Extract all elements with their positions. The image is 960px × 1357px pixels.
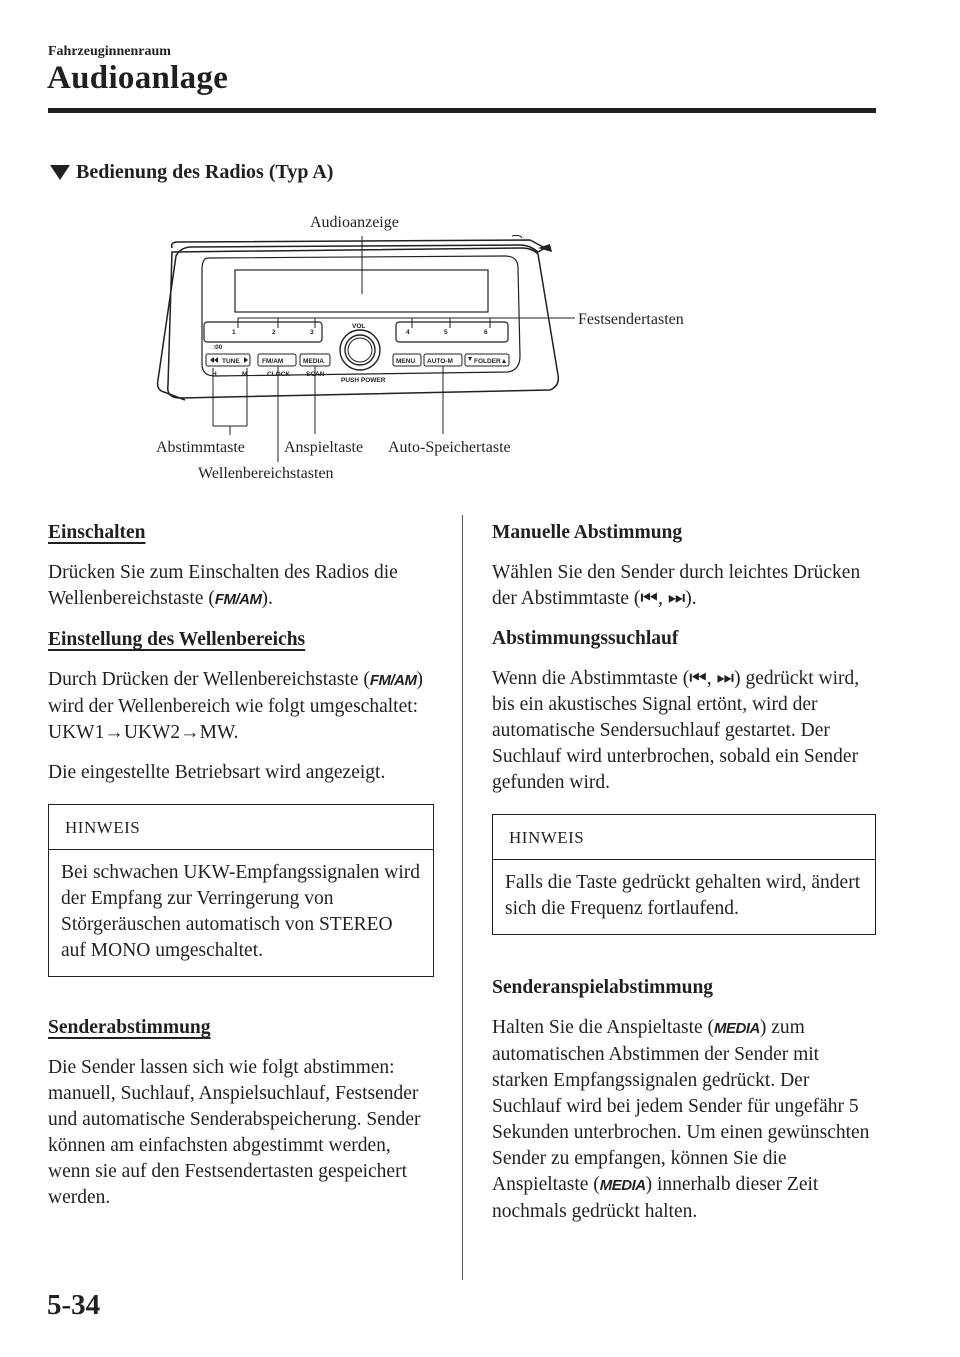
right-column bbox=[492, 520, 880, 1239]
manual-text-2: ). bbox=[685, 588, 697, 609]
manual-heading: Manuelle Abstimmung bbox=[492, 522, 683, 543]
seek-down-icon: ⏮ bbox=[640, 588, 658, 609]
scan-paragraph bbox=[492, 1015, 880, 1225]
callout-tune-button: Abstimmtaste bbox=[156, 439, 245, 456]
chapter-label: Fahrzeuginnenraum bbox=[48, 44, 171, 59]
manual-text-1: Wählen Sie den Sender durch leichtes Drücken der Abstimmtaste ( bbox=[492, 562, 861, 609]
preset-6-label: 6 bbox=[484, 329, 488, 336]
manual-paragraph: Wählen Sie den Sender durch leichtes Drücken der Abstimmtaste (⏮, ⏭). bbox=[492, 562, 861, 609]
preset-2-label: 2 bbox=[272, 329, 276, 336]
seek-text-1: Wenn die Abstimmtaste ( bbox=[492, 668, 690, 689]
band-text-1: Durch Drücken der Wellenbereichstaste ( bbox=[48, 669, 370, 690]
seek-heading: Abstimmungssuchlauf bbox=[492, 628, 679, 649]
left-column bbox=[48, 520, 436, 1225]
tuning-heading: Senderabstimmung bbox=[48, 1017, 211, 1038]
fm-am-button-glyph: FM/AM bbox=[214, 591, 262, 608]
tune-label: TUNE bbox=[222, 358, 240, 365]
band-text-2: ) wird der Wellenbereich wie folgt umgeschaltet: UKW1→UKW2→MW. bbox=[48, 669, 424, 743]
note-heading: HINWEIS bbox=[49, 805, 433, 850]
section-title: Bedienung des Radios (Typ A) bbox=[76, 161, 334, 183]
scan-text-3: ) innerhalb dieser Zeit nochmals gedrückt halten. bbox=[492, 1174, 819, 1222]
folder-label: FOLDER bbox=[474, 358, 501, 365]
callout-preset-buttons: Festsendertasten bbox=[578, 311, 684, 328]
band-heading: Einstellung des Wellenbereichs bbox=[48, 629, 306, 650]
fm-am-button-glyph: FM/AM bbox=[369, 672, 417, 689]
power-text-1: Drücken Sie zum Einschalten des Radios die Wellenbereichstaste ( bbox=[48, 562, 398, 609]
preset-3-label: 3 bbox=[310, 329, 314, 336]
power-heading: Einschalten bbox=[48, 522, 146, 543]
media-button-glyph: MEDIA bbox=[714, 1020, 760, 1037]
band-paragraph bbox=[48, 667, 436, 746]
menu-label: MENU bbox=[396, 358, 416, 365]
preset-5-label: 5 bbox=[444, 329, 448, 336]
note-heading: HINWEIS bbox=[493, 815, 875, 860]
callout-display: Audioanzeige bbox=[310, 214, 399, 231]
column-divider bbox=[462, 515, 463, 1280]
tune-forward-icon bbox=[244, 357, 248, 363]
clock-dots-label: :00 bbox=[213, 344, 223, 351]
power-text-2: ). bbox=[261, 588, 273, 609]
scan-label: SCAN bbox=[306, 371, 325, 378]
section-heading bbox=[50, 161, 333, 184]
vol-label: VOL bbox=[352, 323, 366, 330]
tune-rewind-icon bbox=[210, 357, 218, 363]
scan-text-2: ) zum automatischen Abstimmen der Sender mit starken Empfangssignalen gedrückt. Der Suchlauf wird bei jedem Sender für ungefähr 5 Sekunden unterbrochen. Um einen gewünschten Sender zu empfangen, können Sie die Anspieltaste ( bbox=[492, 1017, 870, 1195]
seek-down-icon: ⏮ bbox=[689, 668, 707, 689]
clock-label: CLOCK bbox=[267, 371, 291, 378]
tuning-paragraph: Die Sender lassen sich wie folgt abstimmen: manuell, Suchlauf, Anspielsuchlauf, Festsender und automatische Senderabspeicherung. Sender können am einfachsten abgestimmt werden, wenn sie auf den Festsendertasten gespeichert werden. bbox=[48, 1057, 421, 1208]
seek-text-2: ) gedrückt wird, bis ein akustisches Signal ertönt, wird der automatische Sendersuchlauf gestartet. Der Suchlauf wird unterbrochen, sobald ein Sender gefunden wird. bbox=[492, 668, 860, 793]
seek-paragraph: Wenn die Abstimmtaste (⏮, ⏭) gedrückt wird, bis ein akustisches Signal ertönt, wird der automatische Sendersuchlauf gestartet. Der Suchlauf wird unterbrochen, sobald ein Sender gefunden wird. bbox=[492, 668, 860, 793]
callout-auto-memory-button: Auto-Speichertaste bbox=[388, 439, 511, 456]
h-label: H bbox=[212, 371, 217, 378]
page-title: Audioanlage bbox=[47, 60, 229, 96]
triangle-down-icon bbox=[50, 165, 70, 180]
auto-m-label: AUTO-M bbox=[427, 358, 453, 365]
m-label: M bbox=[242, 371, 248, 378]
radio-diagram bbox=[150, 200, 730, 495]
note-box-right bbox=[492, 814, 876, 935]
scan-heading: Senderanspielabstimmung bbox=[492, 977, 714, 998]
seek-up-icon: ⏭ bbox=[667, 588, 686, 609]
callout-band-buttons: Wellenbereichstasten bbox=[198, 465, 334, 482]
note-body: Bei schwachen UKW-Empfangssignalen wird der Empfang zur Verringerung von Störgeräuschen automatisch von STEREO auf MONO umgeschaltet. bbox=[61, 862, 421, 961]
callout-scan-button: Anspieltaste bbox=[284, 439, 364, 456]
media-button-glyph: MEDIA bbox=[599, 1177, 646, 1194]
scan-text-1: Halten Sie die Anspieltaste ( bbox=[492, 1017, 715, 1038]
page-number: 5-34 bbox=[47, 1289, 101, 1321]
band-display-paragraph: Die eingestellte Betriebsart wird angezeigt. bbox=[48, 762, 386, 783]
seek-up-icon: ⏭ bbox=[716, 668, 735, 689]
radio-panel-illustration bbox=[150, 200, 730, 490]
power-paragraph bbox=[48, 560, 436, 613]
push-power-label: PUSH POWER bbox=[341, 377, 386, 384]
note-body: Falls die Taste gedrückt gehalten wird, ändert sich die Frequenz fortlaufend. bbox=[505, 872, 861, 919]
folder-down-icon bbox=[468, 357, 472, 361]
preset-4-label: 4 bbox=[406, 329, 410, 336]
title-rule bbox=[48, 108, 876, 113]
fm-am-label: FM/AM bbox=[262, 358, 284, 365]
media-label: MEDIA bbox=[303, 358, 324, 365]
preset-1-label: 1 bbox=[232, 329, 236, 336]
note-box-left bbox=[48, 804, 434, 977]
folder-up-icon bbox=[502, 359, 506, 363]
